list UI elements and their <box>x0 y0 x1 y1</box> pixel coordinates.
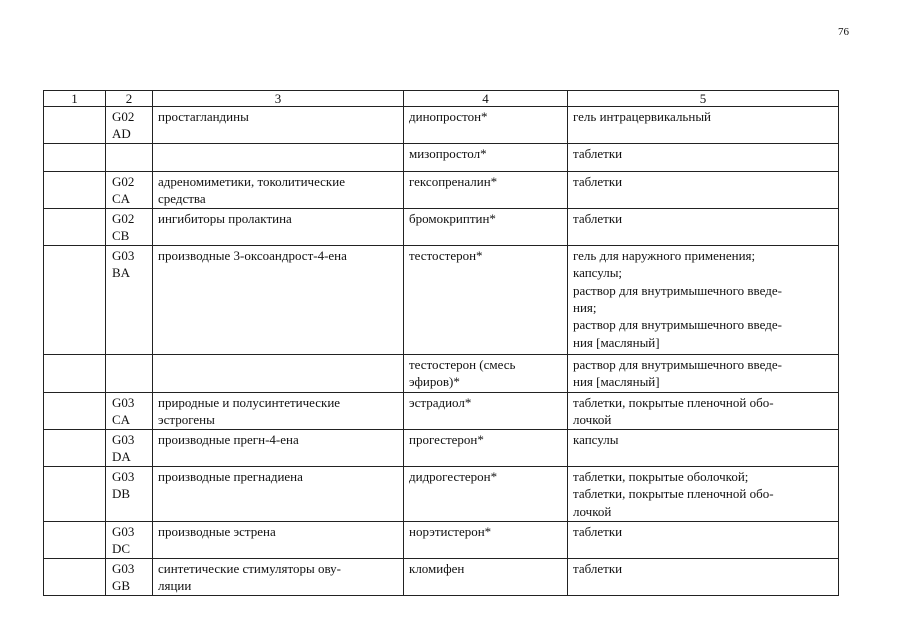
cell-col-1 <box>44 107 106 144</box>
drug-name-cell: кломифен <box>404 558 568 595</box>
atc-code-cell: G02 CA <box>106 171 153 208</box>
table-row <box>44 245 839 354</box>
cell-col-1 <box>44 245 106 354</box>
dosage-form-cell: гель интрацервикальный <box>568 107 839 144</box>
table-row <box>44 208 839 245</box>
group-name-cell: ингибиторы пролактина <box>153 208 404 245</box>
header-row <box>44 91 839 107</box>
drug-name-cell: бромокриптин* <box>404 208 568 245</box>
dosage-form-cell: гель для наружного применения; капсулы; раствор для внутримышечного введе- ния; раствор для внутримышечного введе- ния [масляный] <box>568 245 839 354</box>
group-name-cell: производные прегнадиена <box>153 466 404 521</box>
atc-code-cell: G02 AD <box>106 107 153 144</box>
drug-table <box>43 90 839 596</box>
atc-code-cell: G03 DA <box>106 429 153 466</box>
atc-code-cell: G03 DB <box>106 466 153 521</box>
cell-col-1 <box>44 521 106 558</box>
cell-col-1 <box>44 392 106 429</box>
table-row <box>44 354 839 392</box>
drug-name-cell: эстрадиол* <box>404 392 568 429</box>
table-row <box>44 558 839 595</box>
column-header-1: 1 <box>44 91 106 107</box>
dosage-form-cell: таблетки <box>568 208 839 245</box>
dosage-form-cell: таблетки <box>568 143 839 171</box>
column-header-5: 5 <box>568 91 839 107</box>
cell-col-1 <box>44 429 106 466</box>
page-number: 76 <box>838 26 849 38</box>
dosage-form-cell: таблетки, покрытые оболочкой; таблетки, покрытые пленочной обо- лочкой <box>568 466 839 521</box>
group-name-cell <box>153 143 404 171</box>
atc-code-cell <box>106 354 153 392</box>
drug-name-cell: гексопреналин* <box>404 171 568 208</box>
cell-col-1 <box>44 354 106 392</box>
drug-name-cell: тестостерон* <box>404 245 568 354</box>
atc-code-cell: G02 CB <box>106 208 153 245</box>
atc-code-cell: G03 DC <box>106 521 153 558</box>
drug-name-cell: дидрогестерон* <box>404 466 568 521</box>
cell-col-1 <box>44 208 106 245</box>
group-name-cell: производные эстрена <box>153 521 404 558</box>
drug-name-cell: прогестерон* <box>404 429 568 466</box>
table-body <box>44 107 839 596</box>
atc-code-cell: G03 GB <box>106 558 153 595</box>
cell-col-1 <box>44 171 106 208</box>
table-row <box>44 466 839 521</box>
cell-col-1 <box>44 466 106 521</box>
column-header-3: 3 <box>153 91 404 107</box>
drug-name-cell: норэтистерон* <box>404 521 568 558</box>
group-name-cell: простагландины <box>153 107 404 144</box>
table-row <box>44 143 839 171</box>
group-name-cell: производные 3-оксоандрост-4-ена <box>153 245 404 354</box>
table-row <box>44 392 839 429</box>
table-header <box>44 91 839 107</box>
dosage-form-cell: раствор для внутримышечного введе- ния [масляный] <box>568 354 839 392</box>
drug-name-cell: динопростон* <box>404 107 568 144</box>
cell-col-1 <box>44 558 106 595</box>
atc-code-cell: G03 CA <box>106 392 153 429</box>
dosage-form-cell: таблетки, покрытые пленочной обо- лочкой <box>568 392 839 429</box>
cell-col-1 <box>44 143 106 171</box>
dosage-form-cell: таблетки <box>568 558 839 595</box>
dosage-form-cell: капсулы <box>568 429 839 466</box>
table-row <box>44 429 839 466</box>
table-row <box>44 171 839 208</box>
drug-name-cell: тестостерон (смесь эфиров)* <box>404 354 568 392</box>
table-row <box>44 521 839 558</box>
group-name-cell <box>153 354 404 392</box>
drug-name-cell: мизопростол* <box>404 143 568 171</box>
atc-code-cell: G03 BA <box>106 245 153 354</box>
group-name-cell: природные и полусинтетические эстрогены <box>153 392 404 429</box>
atc-code-cell <box>106 143 153 171</box>
dosage-form-cell: таблетки <box>568 521 839 558</box>
group-name-cell: синтетические стимуляторы ову- ляции <box>153 558 404 595</box>
group-name-cell: адреномиметики, токолитические средства <box>153 171 404 208</box>
table-row <box>44 107 839 144</box>
column-header-4: 4 <box>404 91 568 107</box>
group-name-cell: производные прегн-4-ена <box>153 429 404 466</box>
column-header-2: 2 <box>106 91 153 107</box>
dosage-form-cell: таблетки <box>568 171 839 208</box>
